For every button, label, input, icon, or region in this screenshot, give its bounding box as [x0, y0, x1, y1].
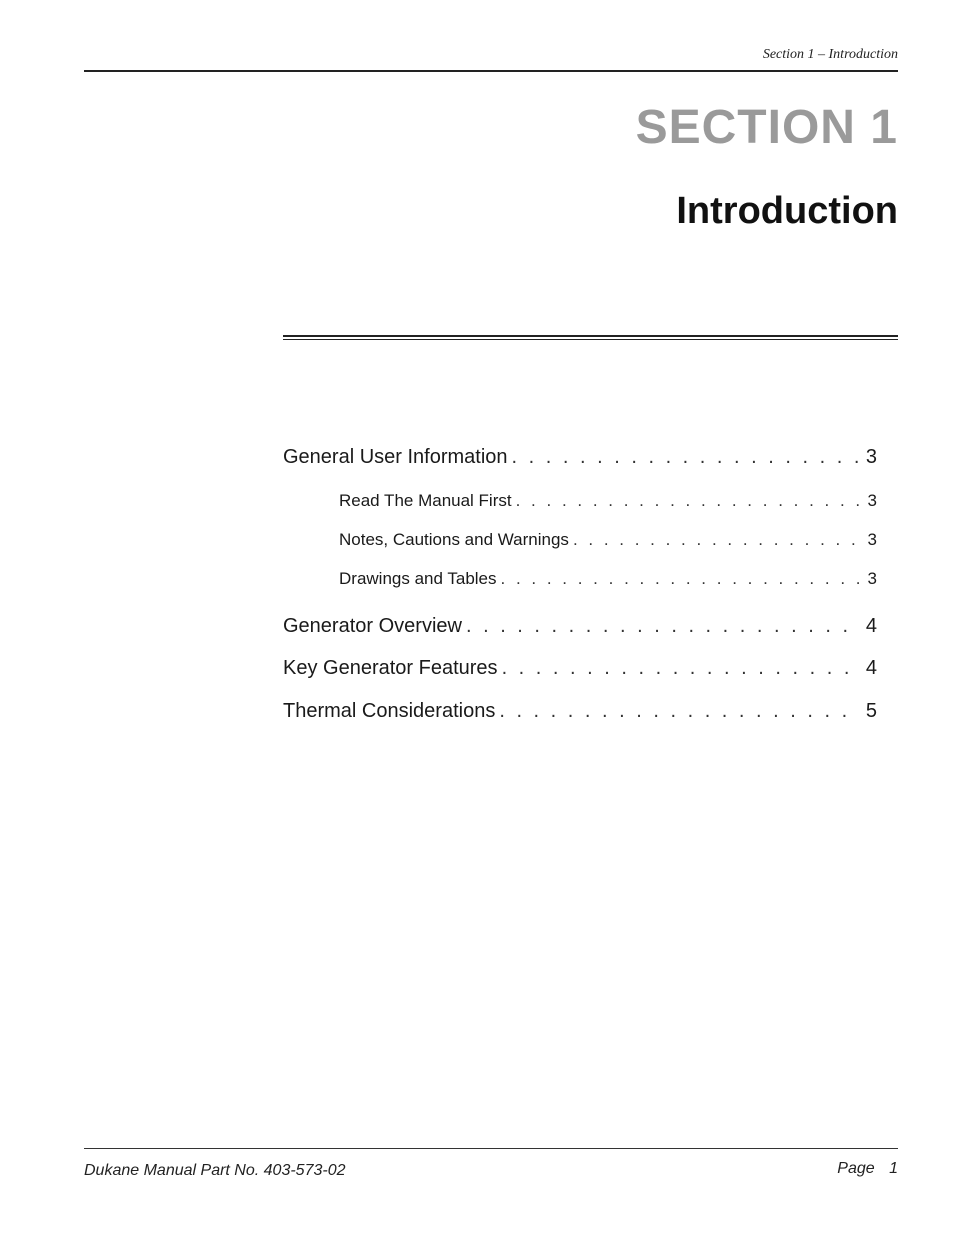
toc-entry-label: Read The Manual First [339, 491, 512, 510]
running-head: Section 1 – Introduction [762, 47, 898, 62]
dot-leader [499, 700, 860, 723]
toc-subentry[interactable] [339, 530, 877, 550]
footer-page [837, 1160, 898, 1178]
toc-entry-label: Notes, Cautions and Warnings [339, 530, 569, 549]
toc-entry-page: 3 [867, 491, 877, 510]
dot-leader [466, 615, 860, 638]
dot-leader [573, 530, 862, 550]
toc-entry-page: 3 [867, 569, 877, 588]
dot-leader [512, 446, 860, 469]
dot-leader [502, 657, 860, 680]
dot-leader [516, 491, 862, 511]
toc-entry-label: Generator Overview [283, 615, 462, 637]
toc-subentry[interactable] [339, 569, 877, 589]
toc-entry[interactable] [283, 446, 877, 469]
footer-part-number: Dukane Manual Part No. 403-573-02 [84, 1162, 346, 1179]
toc-entry-label: Thermal Considerations [283, 700, 496, 722]
section-label: SECTION 1 [635, 101, 898, 154]
toc-entry-page: 5 [865, 700, 877, 722]
title-divider [283, 335, 898, 340]
toc-entry-label: General User Information [283, 446, 508, 468]
toc-entry-page: 3 [865, 446, 877, 468]
page-title: Introduction [676, 190, 898, 232]
toc-entry-label: Key Generator Features [283, 657, 498, 679]
toc-entry[interactable] [283, 657, 877, 680]
toc-entry-page: 3 [867, 530, 877, 549]
footer-page-label: Page [837, 1160, 875, 1177]
toc-entry-page: 4 [865, 615, 877, 637]
dot-leader [501, 569, 862, 589]
footer-page-number: 1 [889, 1160, 898, 1177]
toc-entry[interactable] [283, 615, 877, 638]
toc-entry-page: 4 [865, 657, 877, 679]
toc-entry-label: Drawings and Tables [339, 569, 497, 588]
header-rule [84, 70, 898, 72]
toc-subentry[interactable] [339, 491, 877, 511]
toc-entry[interactable] [283, 700, 877, 723]
footer-rule [84, 1148, 898, 1149]
